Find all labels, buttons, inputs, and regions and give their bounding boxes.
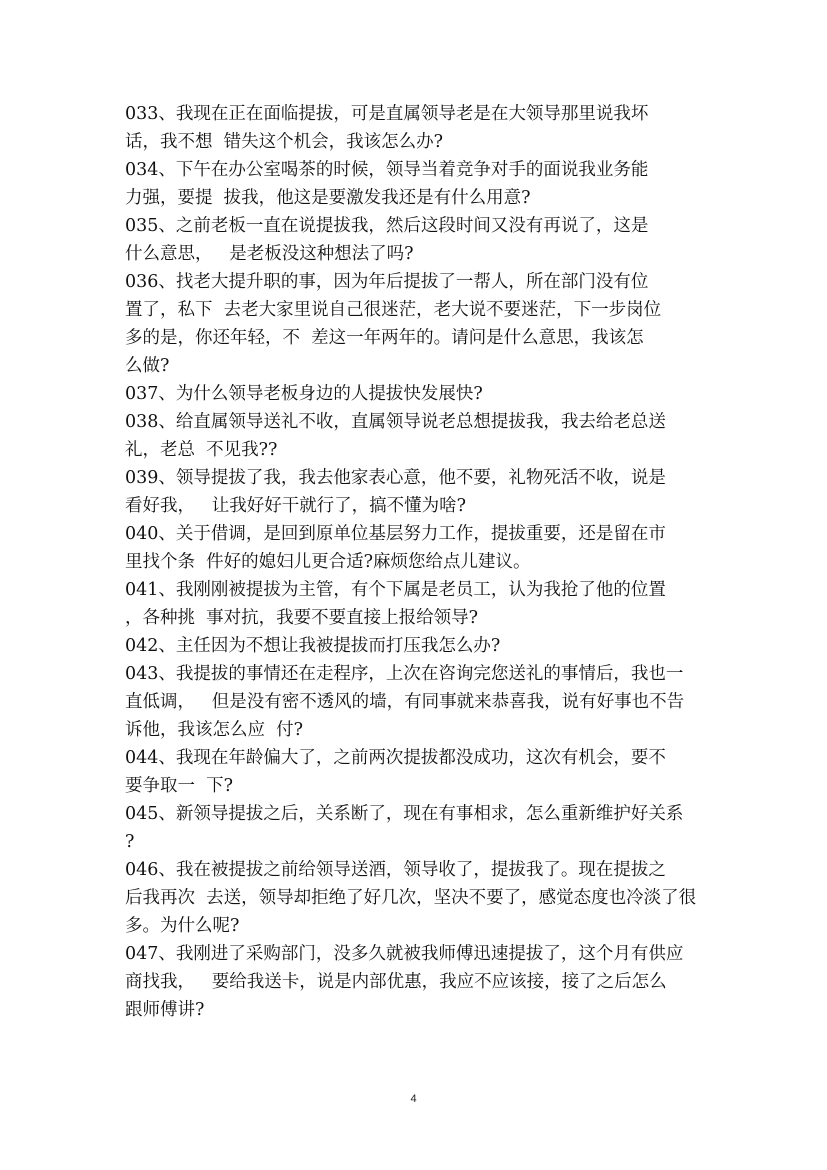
question-item xyxy=(125,464,715,520)
question-text-line: 商找我， 要给我送卡，说是内部优惠，我应不应该接，接了之后怎么 xyxy=(125,972,667,992)
question-text-line: 039、领导提拔了我，我去他家表心意，他不要，礼物死活不收，说是 xyxy=(125,468,666,488)
question-item xyxy=(125,856,715,940)
question-text-line: 043、我提拔的事情还在走程序，上次在咨询完您送礼的事情后，我也一 xyxy=(125,664,684,684)
question-text-line: 035、之前老板一直在说提拔我，然后这段时间又没有再说了，这是 xyxy=(125,216,649,236)
page-number: 4 xyxy=(410,1093,417,1105)
question-text-line: 什么意思， 是老板没这种想法了吗? xyxy=(125,244,414,264)
question-text-line: 诉他，我该怎么应 付? xyxy=(125,720,304,740)
question-text-line: 多。为什么呢? xyxy=(125,916,240,936)
question-text-line: 038、给直属领导送礼不收，直属领导说老总想提拔我，我去给老总送 xyxy=(125,412,666,432)
question-item xyxy=(125,380,715,408)
question-item xyxy=(125,268,715,380)
question-text-line: 040、关于借调，是回到原单位基层努力工作，提拔重要，还是留在市 xyxy=(125,524,666,544)
question-item xyxy=(125,940,715,1024)
question-text-line: 045、新领导提拔之后，关系断了，现在有事相求，怎么重新维护好关系 xyxy=(125,804,684,824)
question-item xyxy=(125,212,715,268)
question-item xyxy=(125,100,715,156)
question-text-line: 046、我在被提拔之前给领导送酒，领导收了，提拔我了。现在提拔之 xyxy=(125,860,666,880)
question-text-line: 041、我刚刚被提拔为主管，有个下属是老员工，认为我抢了他的位置 xyxy=(125,580,666,600)
question-text-line: 里找个条 件好的媳妇儿更合适?麻烦您给点儿建议。 xyxy=(125,552,531,572)
question-item xyxy=(125,408,715,464)
question-text-line: 要争取一 下? xyxy=(125,776,234,796)
question-text-line: 跟师傅讲? xyxy=(125,1000,205,1020)
question-text-line: 么做? xyxy=(125,356,170,376)
question-item xyxy=(125,520,715,576)
question-text-line: 礼，老总 不见我?? xyxy=(125,440,278,460)
question-item xyxy=(125,156,715,212)
question-text-line: 多的是，你还年轻，不 差这一年两年的。请问是什么意思，我该怎 xyxy=(125,328,644,348)
question-item xyxy=(125,632,715,660)
question-item xyxy=(125,576,715,632)
question-text-line: 后我再次 去送，领导却拒绝了好几次，坚决不要了，感觉态度也冷淡了很 xyxy=(125,888,697,908)
question-text-line: 036、找老大提升职的事，因为年后提拔了一帮人，所在部门没有位 xyxy=(125,272,649,292)
qa-list xyxy=(125,100,715,1024)
question-text-line: 047、我刚进了采购部门，没多久就被我师傅迅速提拔了，这个月有供应 xyxy=(125,944,684,964)
question-text-line: 044、我现在年龄偏大了，之前两次提拔都没成功，这次有机会，要不 xyxy=(125,748,666,768)
question-text-line: 置了，私下 去老大家里说自己很迷茫，老大说不要迷茫，下一步岗位 xyxy=(125,300,662,320)
question-item xyxy=(125,744,715,800)
question-text-line: 037、为什么领导老板身边的人提拔快发展快? xyxy=(125,384,483,404)
question-text-line: 042、主任因为不想让我被提拔而打压我怎么办? xyxy=(125,636,501,656)
question-item xyxy=(125,800,715,856)
question-text-line: ? xyxy=(125,832,135,852)
question-text-line: 033、我现在正在面临提拔，可是直属领导老是在大领导那里说我坏 xyxy=(125,104,649,124)
question-text-line: 力强，要提 拔我，他这是要激发我还是有什么用意? xyxy=(125,188,531,208)
question-text-line: 034、下午在办公室喝茶的时候，领导当着竞争对手的面说我业务能 xyxy=(125,160,649,180)
question-text-line: 看好我， 让我好好干就行了，搞不懂为啥? xyxy=(125,496,467,516)
question-text-line: 话，我不想 错失这个机会，我该怎么办? xyxy=(125,132,444,152)
question-item xyxy=(125,660,715,744)
question-text-line: ，各种挑 事对抗，我要不要直接上报给领导? xyxy=(125,608,479,628)
question-text-line: 直低调， 但是没有密不透风的墙，有同事就来恭喜我，说有好事也不告 xyxy=(125,692,685,712)
